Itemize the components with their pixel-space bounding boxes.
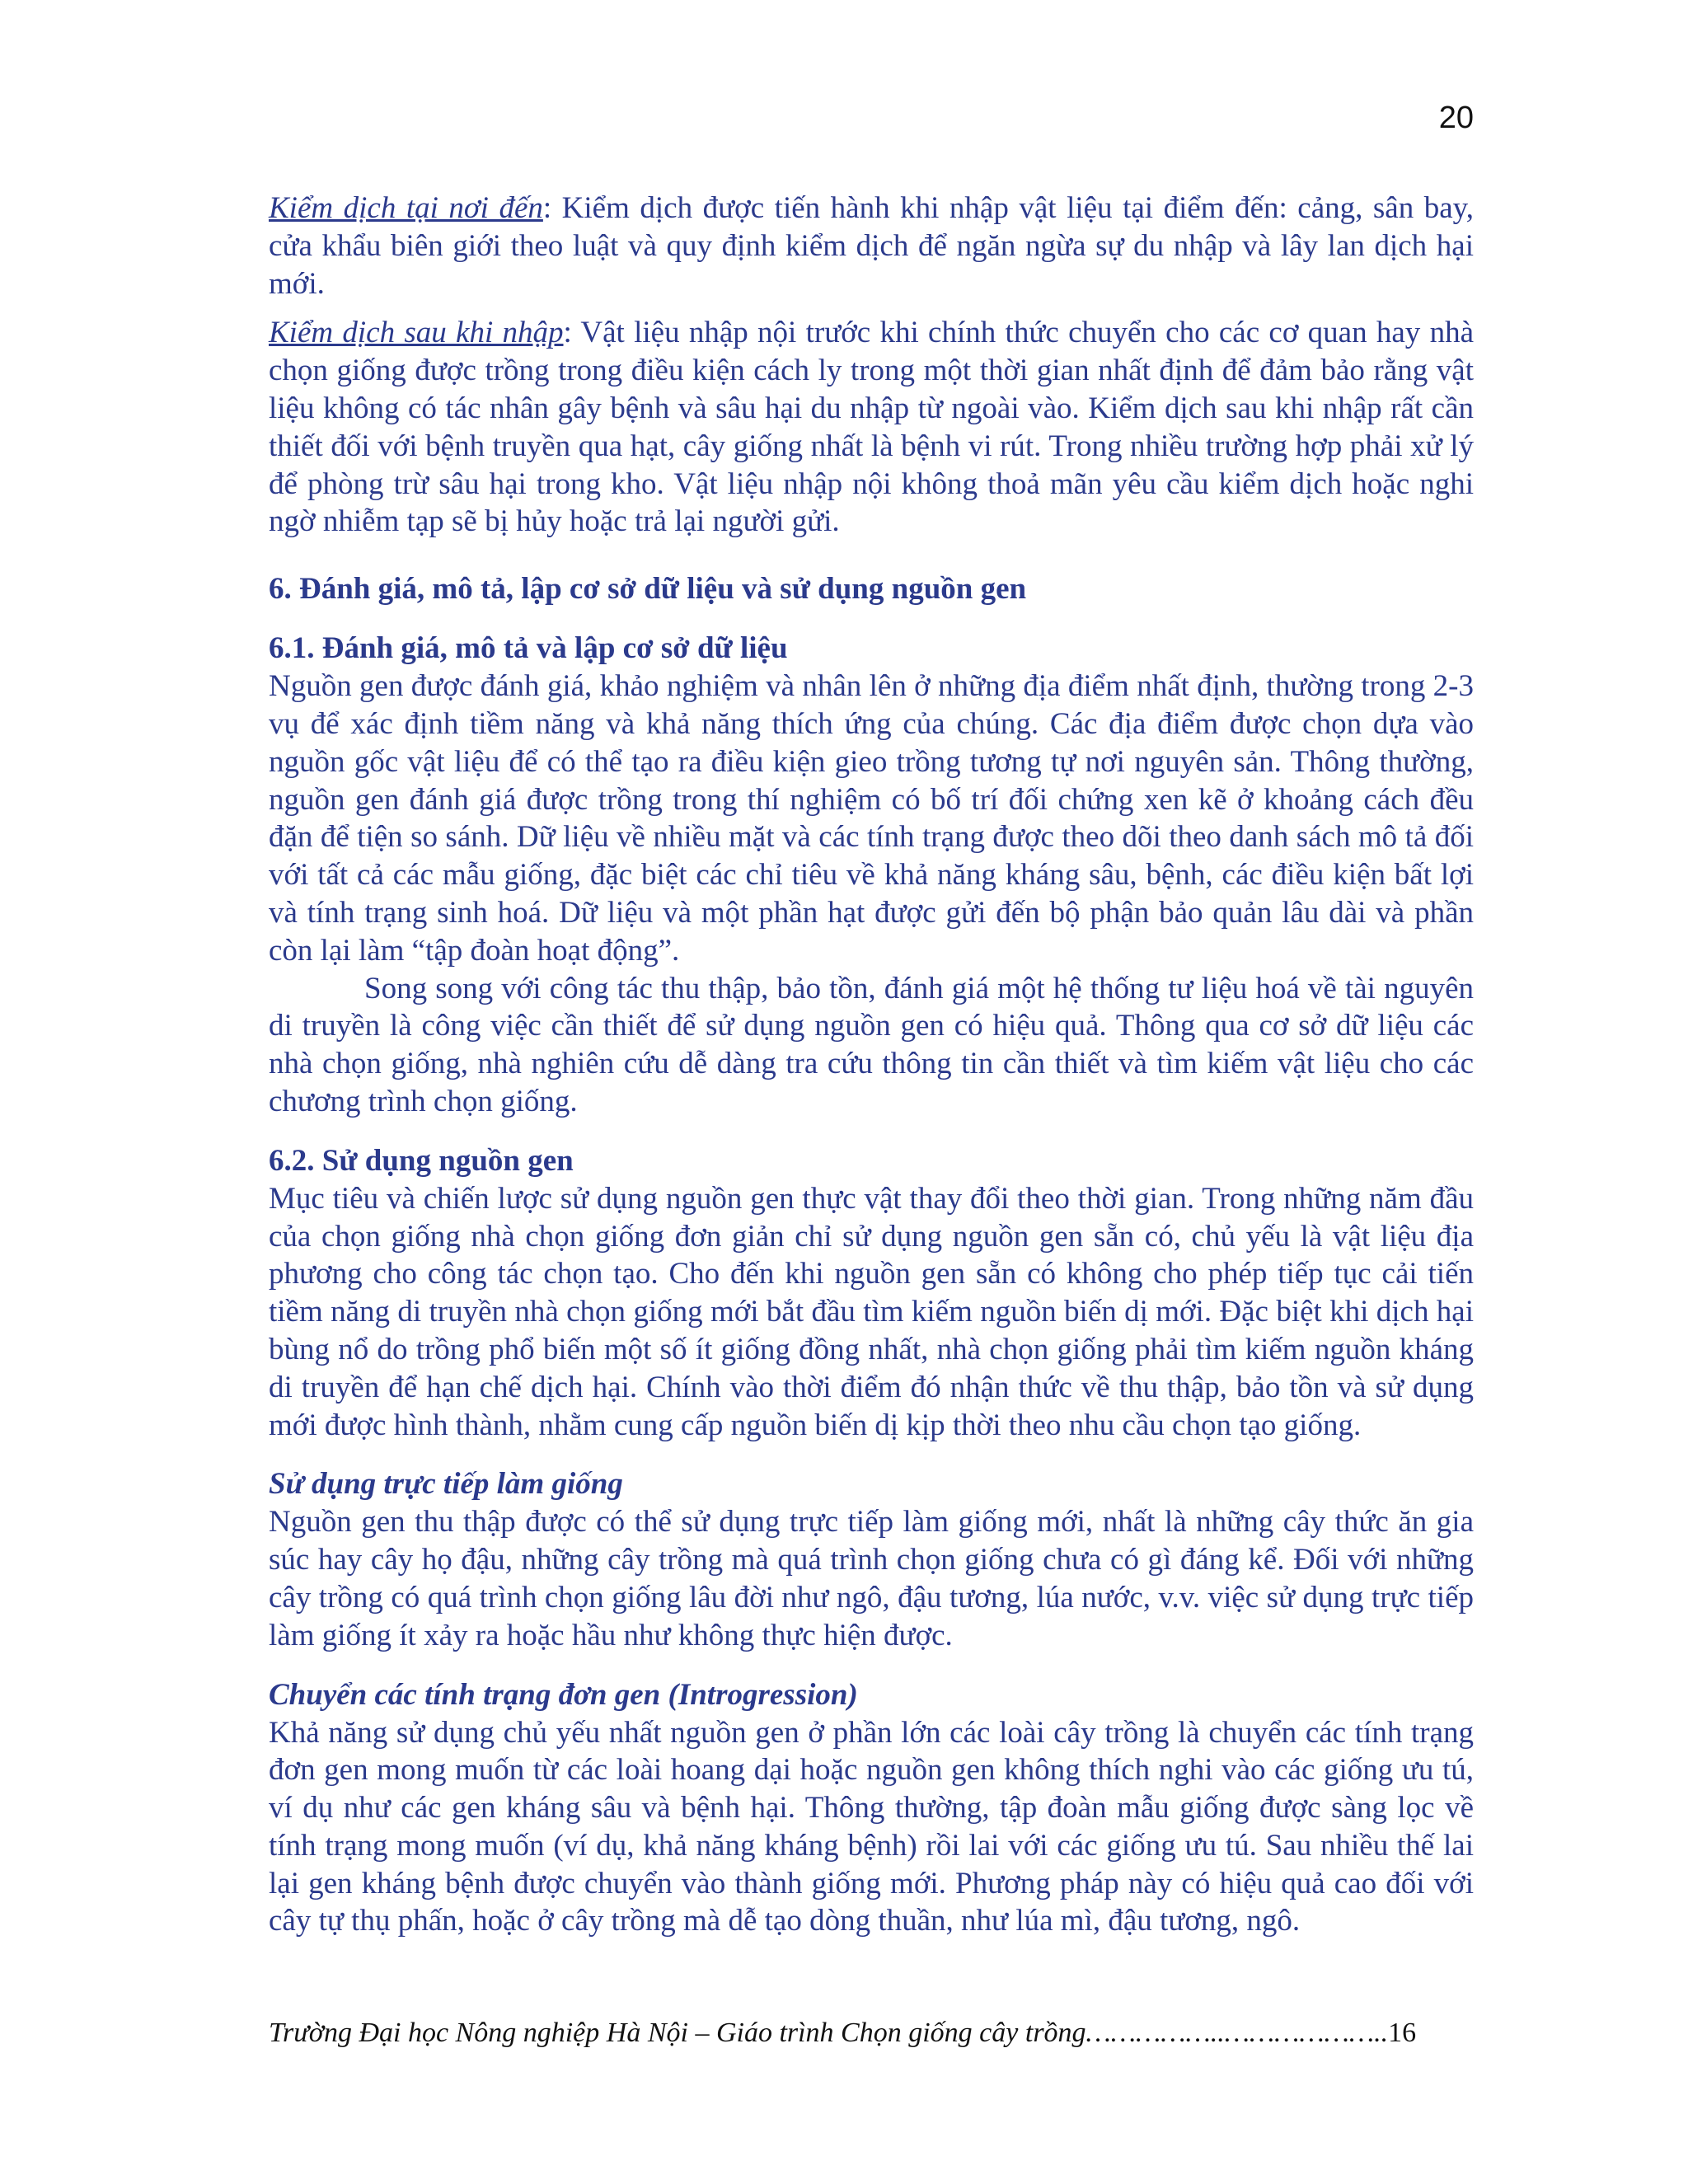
paragraph-text: : Vật liệu nhập nội trước khi chính thức chuyển cho các cơ quan hay nhà chọn giống được trồng trong điều kiện cách ly trong một thời gian nhất định để đảm bảo rằng vật liệu không có tác nhân gây bệnh và sâu hại du nhập từ ngoài vào. Kiểm dịch sau khi nhập rất cần thiết đối với bệnh truyền qua hạt, cây giống nhất là bệnh vi rút. Trong nhiều trường hợp phải xử lý để phòng trừ sâu hại trong kho. Vật liệu nhập nội không thoả mãn yêu cầu kiểm dịch hoặc nghi ngờ nhiễm tạp sẽ bị hủy hoặc trả lại người gửi. [269, 316, 1474, 539]
footer-page-number: 16 [1388, 2018, 1417, 2048]
page-number: 20 [1438, 101, 1474, 135]
paragraph-quarantine-post-entry [269, 314, 1474, 541]
page-content [269, 190, 1474, 1940]
section-heading-6: 6. Đánh giá, mô tả, lập cơ sở dữ liệu và sử dụng nguồn gen [269, 572, 1027, 607]
paragraph-genetic-resource-use: Mục tiêu và chiến lược sử dụng nguồn gen thực vật thay đổi theo thời gian. Trong những năm đầu của chọn giống nhà chọn giống đơn giản chỉ sử dụng nguồn gen sẵn có, chủ yếu là vật liệu địa phương cho công tác chọn tạo. Cho đến khi nguồn gen sẵn có không cho phép tiếp tục cải tiến tiềm năng di truyền nhà chọn giống mới bắt đầu tìm kiếm nguồn biến dị mới. Đặc biệt khi dịch hại bùng nổ do trồng phổ biến một số ít giống đồng nhất, nhà chọn giống phải tìm kiếm nguồn kháng di truyền để hạn chế dịch hại. Chính vào thời điểm đó nhận thức về thu thập, bảo tồn và sử dụng mới được hình thành, nhằm cung cấp nguồn biến dị kịp thời theo nhu cầu chọn tạo giống. [269, 1181, 1474, 1442]
subheading-introgression: Chuyển các tính trạng đơn gen (Introgression) [269, 1677, 858, 1712]
paragraph-evaluation: Nguồn gen được đánh giá, khảo nghiệm và nhân lên ở những địa điểm nhất định, thường trong 2-3 vụ để xác định tiềm năng và khả năng thích ứng của chúng. Các địa điểm được chọn dựa vào nguồn gốc vật liệu để có thể tạo ra điều kiện gieo trồng tương tự nơi nguyên sản. Thông thường, nguồn gen đánh giá được trồng trong thí nghiệm có bố trí đối chứng xen kẽ ở khoảng cách đều đặn để tiện so sánh. Dữ liệu về nhiều mặt và các tính trạng được theo dõi theo danh sách mô tả đối với tất cả các mẫu giống, đặc biệt các chỉ tiêu về khả năng kháng sâu, bệnh, các điều kiện bất lợi và tính trạng sinh hoá. Dữ liệu và một phần hạt được gửi đến bộ phận bảo quản lâu dài và phần còn lại làm “tập đoàn hoạt động”. [269, 669, 1474, 968]
footer-text: Trường Đại học Nông nghiệp Hà Nội – Giáo trình Chọn giống cây trồng……………..……………….. [269, 2018, 1389, 2048]
paragraph-documentation: Song song với công tác thu thập, bảo tồn, đánh giá một hệ thống tư liệu hoá về tài nguyên di truyền là công việc cần thiết để sử dụng nguồn gen có hiệu quả. Thông qua cơ sở dữ liệu các nhà chọn giống, nhà nghiên cứu dễ dàng tra cứu thông tin cần thiết và tìm kiếm vật liệu cho các chương trình chọn giống. [269, 971, 1474, 1118]
term-quarantine-post-entry: Kiểm dịch sau khi nhập [269, 316, 564, 350]
paragraph-text: : Kiểm dịch được tiến hành khi nhập vật liệu tại điểm đến: cảng, sân bay, cửa khẩu biên giới theo luật và quy định kiểm dịch để ngăn ngừa sự du nhập và lây lan dịch hại mới. [269, 191, 1475, 301]
page-footer [269, 2018, 1416, 2049]
paragraph-direct-use: Nguồn gen thu thập được có thể sử dụng trực tiếp làm giống mới, nhất là những cây thức ăn gia súc hay cây họ đậu, những cây trồng mà quá trình chọn giống chưa có gì đáng kể. Đối với những cây trồng có quá trình chọn giống lâu đời như ngô, đậu tương, lúa nước, v.v. việc sử dụng trực tiếp làm giống ít xảy ra hoặc hầu như không thực hiện được. [269, 1505, 1474, 1652]
subheading-direct-use: Sử dụng trực tiếp làm giống [269, 1467, 623, 1502]
paragraph-introgression: Khả năng sử dụng chủ yếu nhất nguồn gen ở phần lớn các loài cây trồng là chuyển các tính trạng đơn gen mong muốn từ các loài hoang dại hoặc nguồn gen không thích nghi vào các giống ưu tú, ví dụ như các gen kháng sâu và bệnh hại. Thông thường, tập đoàn mẫu giống được sàng lọc về tính trạng mong muốn (ví dụ, khả năng kháng bệnh) rồi lai với các giống ưu tú. Sau nhiều thế lai lại gen kháng bệnh được chuyển vào thành giống mới. Phương pháp này có hiệu quả cao đối với cây tự thụ phấn, hoặc ở cây trồng mà dễ tạo dòng thuần, như lúa mì, đậu tương, ngô. [269, 1715, 1474, 1938]
paragraph-quarantine-destination [269, 190, 1474, 302]
term-quarantine-destination: Kiểm dịch tại nơi đến [269, 191, 543, 225]
section-heading-6-2: 6.2. Sử dụng nguồn gen [269, 1143, 574, 1178]
section-heading-6-1: 6.1. Đánh giá, mô tả và lập cơ sở dữ liệu [269, 631, 788, 666]
